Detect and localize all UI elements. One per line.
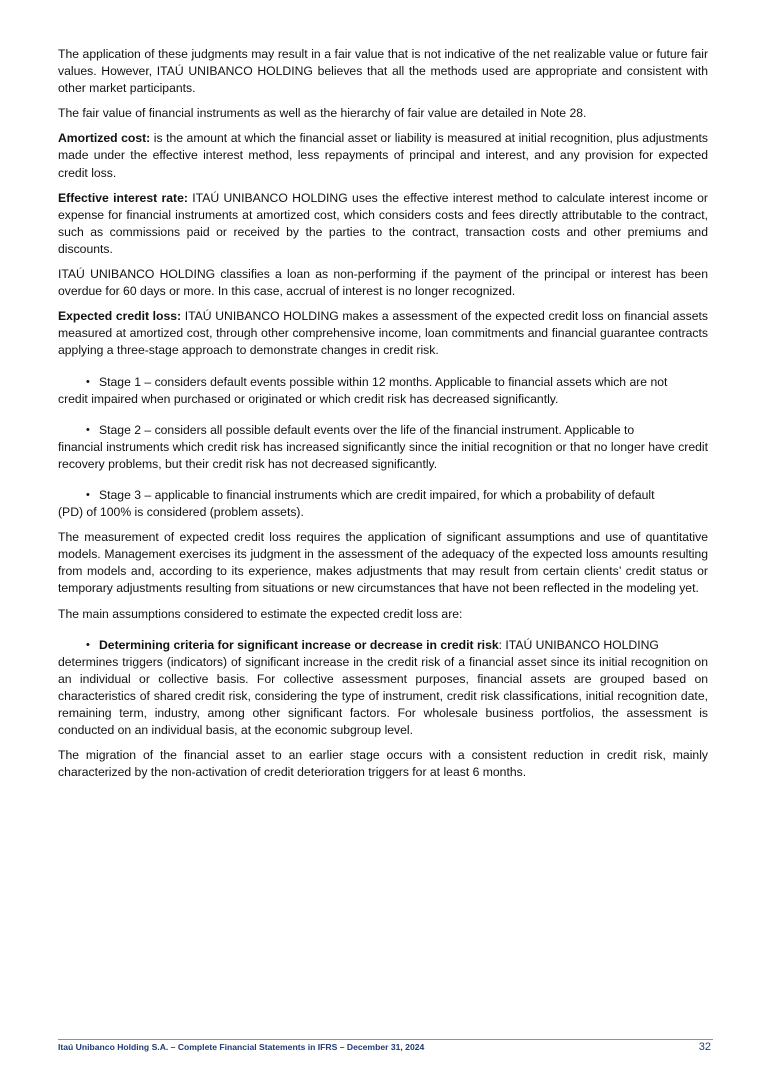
paragraph-non-performing: ITAÚ UNIBANCO HOLDING classifies a loan as non-performing if the payment of the principal or interest has been overdue for 60 days or more. In this case, accrual of interest is no longer recognized. <box>58 267 708 299</box>
bullet-icon: • <box>86 638 90 651</box>
term-amortized-cost: Amortized cost: <box>58 131 151 146</box>
criteria-text-start: : ITAÚ UNIBANCO HOLDING <box>498 637 659 652</box>
paragraph-judgments: The application of these judgments may result in a fair value that is not indicative of the net realizable value or future fair values. However, ITAÚ UNIBANCO HOLDING believes that all the methods used are appropriate and consistent with other market participants. <box>58 47 708 96</box>
page-number: 32 <box>698 1041 711 1053</box>
paragraph-amortized-cost <box>58 130 708 181</box>
term-determining-criteria: Determining criteria for significant increase or decrease in credit risk <box>99 637 499 652</box>
stage-1-text-rest: credit impaired when purchased or originated or which credit risk has decreased significantly. <box>58 391 559 406</box>
bullet-icon: • <box>86 375 90 388</box>
paragraph-expected-credit-loss <box>58 308 708 359</box>
definition-effective-interest-rate: ITAÚ UNIBANCO HOLDING uses the effective interest method to calculate interest income or expense for financial instruments at amortized cost, which considers costs and fees directly attributable to the contract, such as commissions paid or received by the parties to the contract, transaction costs and other premiums and discounts. <box>58 190 708 256</box>
bullet-determining-criteria <box>58 637 708 740</box>
paragraph-fair-value-note: The fair value of financial instruments as well as the hierarchy of fair value are detailed in Note 28. <box>58 106 587 121</box>
definition-amortized-cost: is the amount at which the financial asset or liability is measured at initial recognition, plus adjustments made under the effective interest method, less repayments of principal and interest, and any provision for expected credit loss. <box>58 131 708 180</box>
bullet-stage-2 <box>58 422 708 473</box>
criteria-text-rest: determines triggers (indicators) of significant increase in the credit risk of a financial asset since its initial recognition on an individual or collective basis. For collective assessment purposes, financial assets are grouped based on characteristics of shared credit risk, considering the type of instrument, credit risk classifications, initial recognition date, remaining term, industry, among other significant factors. For wholesale business portfolios, the assessment is conducted on an individual basis, at the economic subgroup level. <box>58 654 708 738</box>
paragraph-main-assumptions: The main assumptions considered to estimate the expected credit loss are: <box>58 606 463 621</box>
footer-title: Itaú Unibanco Holding S.A. – Complete Financial Statements in IFRS – December 31, 2024 <box>58 1042 425 1052</box>
paragraph-effective-interest-rate <box>58 190 708 258</box>
bullet-stage-1 <box>58 374 708 408</box>
bullet-icon: • <box>86 423 90 436</box>
term-expected-credit-loss: Expected credit loss: <box>58 309 182 324</box>
bullet-icon: • <box>86 488 90 501</box>
stage-2-text-rest: financial instruments which credit risk has increased significantly since the initial recognition or that no longer have credit recovery problems, but their credit risk has not decreased significantly. <box>58 439 708 471</box>
bullet-stage-3 <box>58 487 708 521</box>
stage-3-text-start: Stage 3 – applicable to financial instruments which are credit impaired, for which a probability of default <box>99 487 655 502</box>
stage-3-text-rest: (PD) of 100% is considered (problem assets). <box>58 505 304 520</box>
term-effective-interest-rate: Effective interest rate: <box>58 190 188 205</box>
paragraph-migration: The migration of the financial asset to an earlier stage occurs with a consistent reduction in credit risk, mainly characterized by the non-activation of credit deterioration triggers for at least 6 months. <box>58 748 708 780</box>
paragraph-measurement: The measurement of expected credit loss requires the application of significant assumptions and use of quantitative models. Management exercises its judgment in the assessment of the adequacy of the expected loss amounts resulting from models and, according to its experience, makes adjustments that may result from certain clients’ credit status or temporary adjustments resulting from situations or new circumstances that have not been reflected in the modeling yet. <box>58 530 708 596</box>
stage-1-text-start: Stage 1 – considers default events possible within 12 months. Applicable to financial assets which are not <box>99 374 668 389</box>
definition-expected-credit-loss: ITAÚ UNIBANCO HOLDING makes a assessment of the expected credit loss on financial assets measured at amortized cost, through other comprehensive income, loan commitments and financial guarantee contracts applying a three-stage approach to demonstrate changes in credit risk. <box>58 309 708 358</box>
stage-2-text-start: Stage 2 – considers all possible default events over the life of the financial instrument. Applicable to <box>99 422 635 437</box>
footer-divider <box>58 1039 713 1040</box>
body-text <box>58 46 708 789</box>
